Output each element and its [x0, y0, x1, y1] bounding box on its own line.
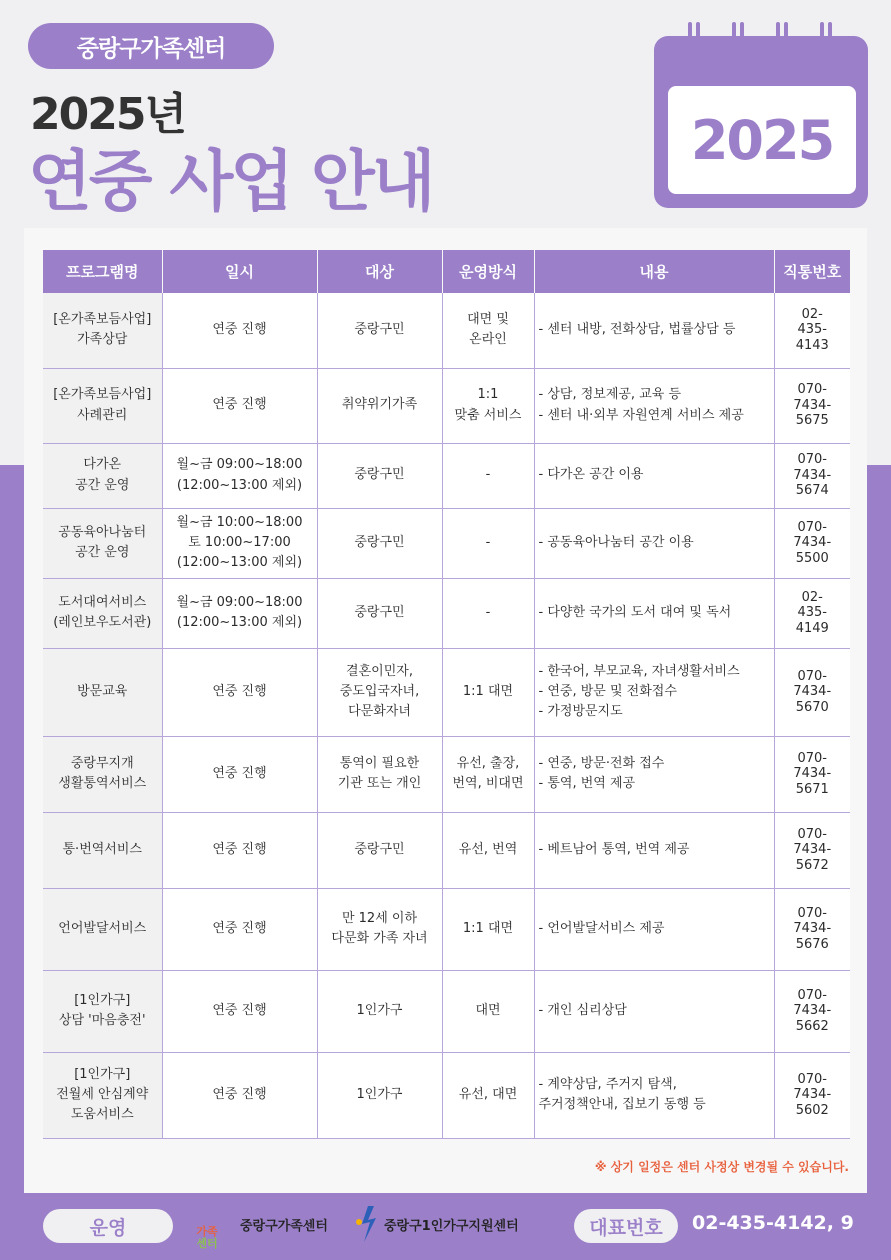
row-target: 1인가구	[317, 970, 442, 1052]
row-time: 연중 진행	[162, 888, 317, 970]
col-header-phone: 직통번호	[774, 250, 850, 293]
row-content: - 개인 심리상담	[534, 970, 774, 1052]
row-time: 연중 진행	[162, 1052, 317, 1138]
row-time: 연중 진행	[162, 736, 317, 812]
row-phone: 070- 7434- 5674	[774, 443, 850, 508]
row-content: - 연중, 방문·전화 접수 - 통역, 번역 제공	[534, 736, 774, 812]
row-target: 취약위기가족	[317, 368, 442, 443]
row-method: 1:1 대면	[442, 888, 534, 970]
rep-number-label: 대표번호	[574, 1209, 678, 1243]
table-row	[43, 1052, 850, 1138]
calendar-year: 2025	[668, 86, 856, 194]
row-method: 1:1 맞춤 서비스	[442, 368, 534, 443]
col-header-target: 대상	[317, 250, 442, 293]
row-target: 중랑구민	[317, 443, 442, 508]
row-phone: 070- 7434- 5500	[774, 508, 850, 578]
operate-label: 운영	[43, 1209, 173, 1243]
row-target: 중랑구민	[317, 293, 442, 368]
rep-phone-number: 02-435-4142, 9	[692, 1212, 854, 1234]
row-method: 유선, 번역	[442, 812, 534, 888]
table-row	[43, 888, 850, 970]
program-table	[43, 250, 850, 1139]
row-phone: 02- 435- 4149	[774, 578, 850, 648]
row-time: 연중 진행	[162, 812, 317, 888]
row-program-name: 공동육아나눔터 공간 운영	[43, 508, 162, 578]
row-target: 결혼이민자, 중도입국자녀, 다문화자녀	[317, 648, 442, 736]
row-time: 월~금 09:00~18:00 (12:00~13:00 제외)	[162, 443, 317, 508]
row-program-name: 다가온 공간 운영	[43, 443, 162, 508]
row-program-name: 언어발달서비스	[43, 888, 162, 970]
table-row	[43, 508, 850, 578]
calendar-icon	[654, 36, 868, 208]
org-label-pill: 중랑구가족센터	[28, 23, 274, 69]
row-content: - 계약상담, 주거지 탐색, 주거정책안내, 집보기 동행 등	[534, 1052, 774, 1138]
program-card	[24, 228, 867, 1193]
row-program-name: [온가족보듬사업] 가족상담	[43, 293, 162, 368]
col-header-method: 운영방식	[442, 250, 534, 293]
row-content: - 공동육아나눔터 공간 이용	[534, 508, 774, 578]
row-program-name: [1인가구] 상담 '마음충전'	[43, 970, 162, 1052]
calendar-ring	[820, 22, 832, 50]
row-time: 연중 진행	[162, 293, 317, 368]
row-content: - 언어발달서비스 제공	[534, 888, 774, 970]
row-method: 유선, 출장, 번역, 비대면	[442, 736, 534, 812]
row-content: - 베트남어 통역, 번역 제공	[534, 812, 774, 888]
row-target: 1인가구	[317, 1052, 442, 1138]
year-title: 2025년	[30, 89, 185, 140]
footer-center-name: 중랑구가족센터	[240, 1219, 328, 1234]
row-method: 1:1 대면	[442, 648, 534, 736]
row-time: 연중 진행	[162, 648, 317, 736]
schedule-note: ※ 상기 일정은 센터 사정상 변경될 수 있습니다.	[594, 1160, 849, 1174]
row-program-name: 도서대여서비스 (레인보우도서관)	[43, 578, 162, 648]
row-method: -	[442, 508, 534, 578]
row-phone: 070- 7434- 5602	[774, 1052, 850, 1138]
col-header-program: 프로그램명	[43, 250, 162, 293]
svg-text:센터: 센터	[196, 1237, 218, 1249]
row-method: 대면	[442, 970, 534, 1052]
col-header-content: 내용	[534, 250, 774, 293]
row-phone: 070- 7434- 5676	[774, 888, 850, 970]
family-center-logo-icon	[183, 1203, 231, 1249]
row-target: 통역이 필요한 기관 또는 개인	[317, 736, 442, 812]
row-content: - 한국어, 부모교육, 자녀생활서비스 - 연중, 방문 및 전화접수 - 가정방문지도	[534, 648, 774, 736]
table-row	[43, 578, 850, 648]
calendar-ring	[776, 22, 788, 50]
table-row	[43, 648, 850, 736]
col-header-time: 일시	[162, 250, 317, 293]
table-row	[43, 736, 850, 812]
row-target: 중랑구민	[317, 508, 442, 578]
row-target: 만 12세 이하 다문화 가족 자녀	[317, 888, 442, 970]
table-row	[43, 443, 850, 508]
row-phone: 070- 7434- 5671	[774, 736, 850, 812]
row-phone: 070- 7434- 5672	[774, 812, 850, 888]
row-program-name: [1인가구] 전월세 안심계약 도움서비스	[43, 1052, 162, 1138]
row-time: 연중 진행	[162, 970, 317, 1052]
table-row	[43, 812, 850, 888]
table-row	[43, 970, 850, 1052]
row-content: - 상담, 정보제공, 교육 등 - 센터 내·외부 자원연계 서비스 제공	[534, 368, 774, 443]
row-method: 대면 및 온라인	[442, 293, 534, 368]
table-header-row	[43, 250, 850, 293]
row-content: - 다양한 국가의 도서 대여 및 독서	[534, 578, 774, 648]
row-target: 중랑구민	[317, 578, 442, 648]
table-row	[43, 293, 850, 368]
row-program-name: 중랑무지개 생활통역서비스	[43, 736, 162, 812]
row-program-name: [온가족보듬사업] 사례관리	[43, 368, 162, 443]
row-time: 월~금 10:00~18:00 토 10:00~17:00 (12:00~13:00 제외)	[162, 508, 317, 578]
row-content: - 다가온 공간 이용	[534, 443, 774, 508]
row-target: 중랑구민	[317, 812, 442, 888]
row-method: 유선, 대면	[442, 1052, 534, 1138]
row-phone: 070- 7434- 5675	[774, 368, 850, 443]
calendar-ring	[732, 22, 744, 50]
row-phone: 070- 7434- 5670	[774, 648, 850, 736]
row-program-name: 통·번역서비스	[43, 812, 162, 888]
row-phone: 02- 435- 4143	[774, 293, 850, 368]
row-content: - 센터 내방, 전화상담, 법률상담 등	[534, 293, 774, 368]
calendar-ring	[688, 22, 700, 50]
table-row	[43, 368, 850, 443]
row-time: 월~금 09:00~18:00 (12:00~13:00 제외)	[162, 578, 317, 648]
main-title: 연중 사업 안내	[28, 143, 433, 220]
single-household-logo-icon	[352, 1204, 382, 1244]
row-phone: 070- 7434- 5662	[774, 970, 850, 1052]
row-program-name: 방문교육	[43, 648, 162, 736]
footer-center-name-2: 중랑구1인가구지원센터	[384, 1219, 519, 1234]
row-time: 연중 진행	[162, 368, 317, 443]
row-method: -	[442, 443, 534, 508]
row-method: -	[442, 578, 534, 648]
svg-text:가족: 가족	[196, 1225, 218, 1238]
